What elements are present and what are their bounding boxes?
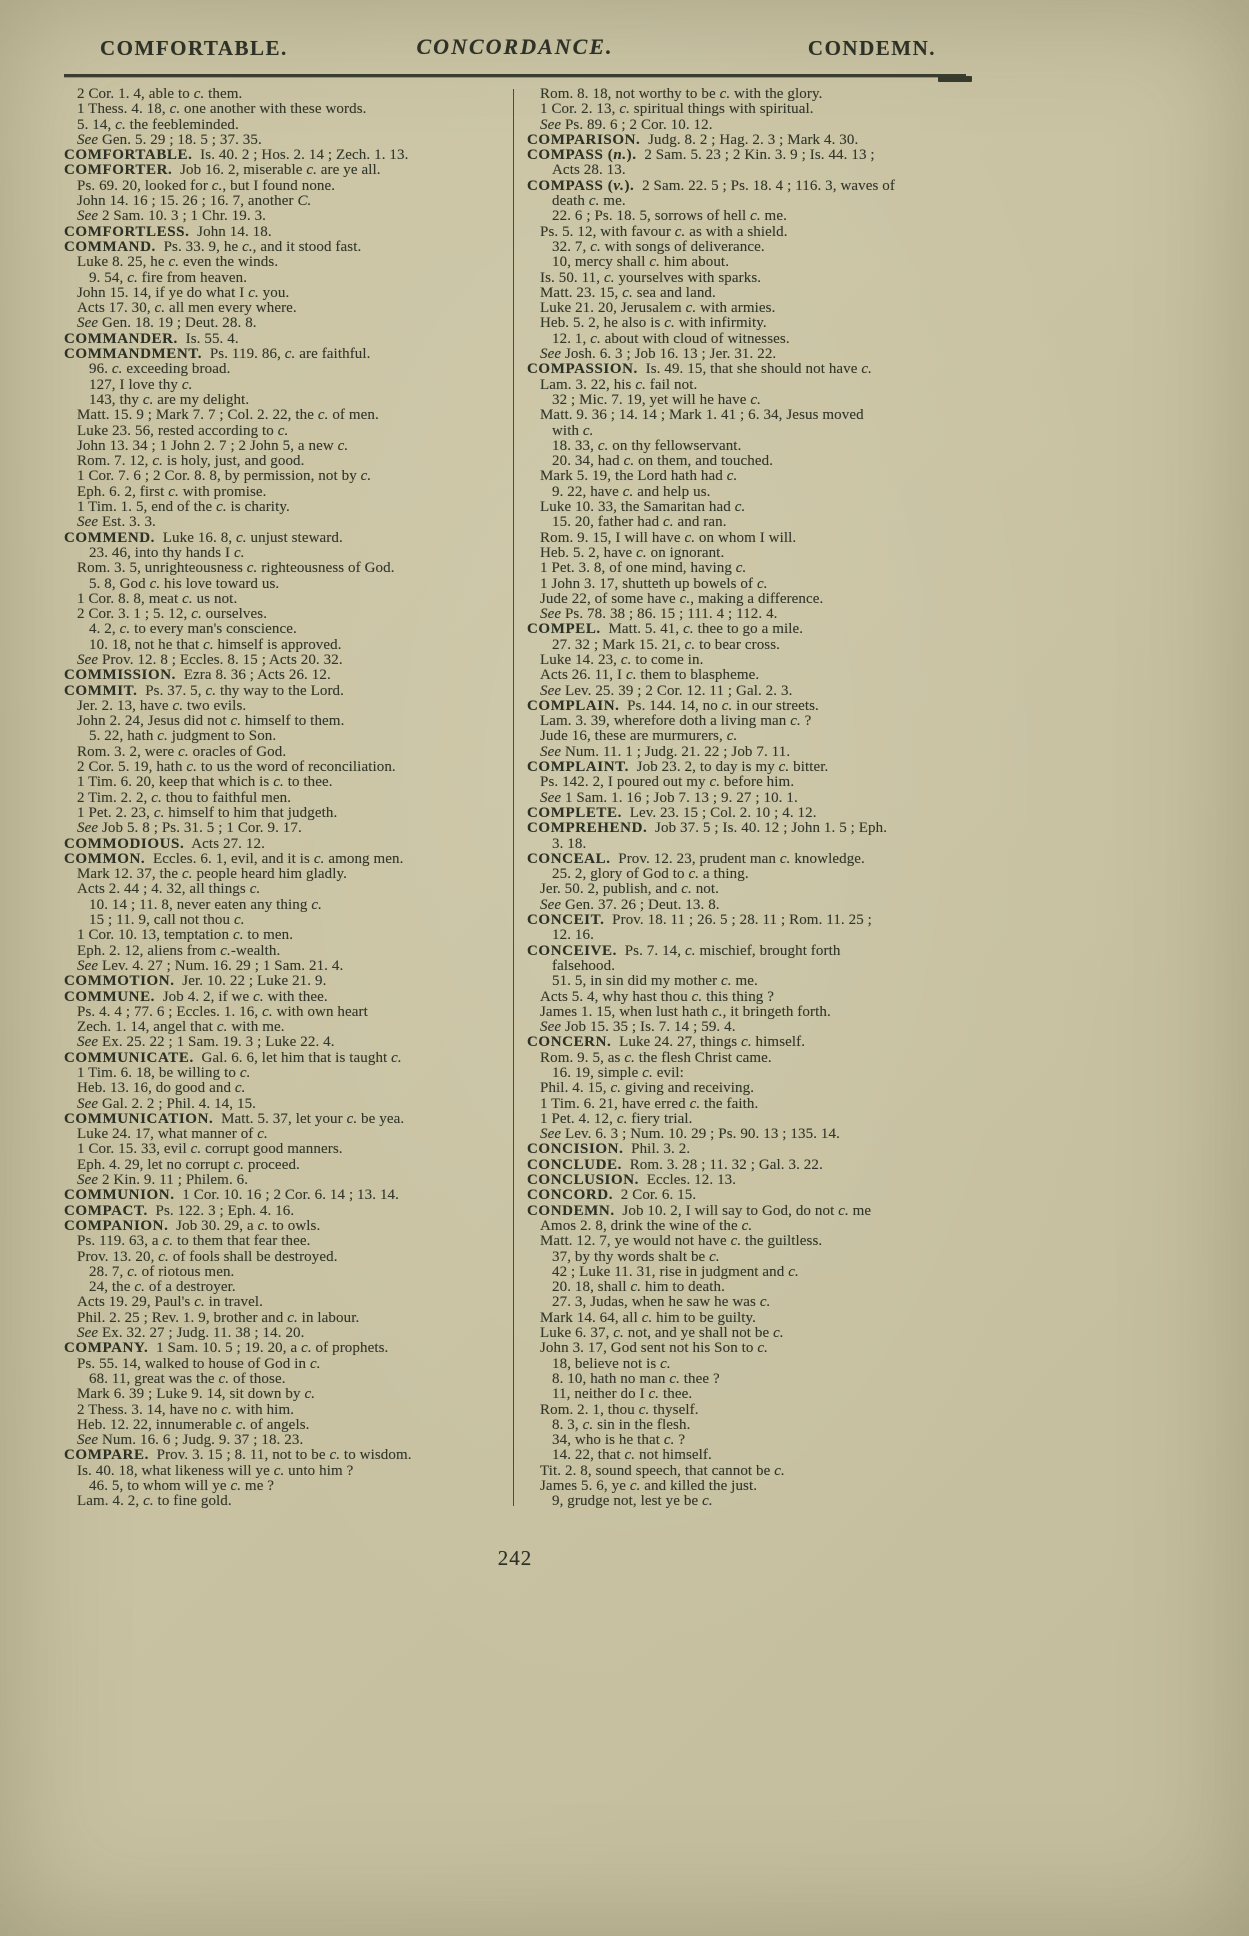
see-label: See (540, 116, 562, 133)
entry-headword-line: COMPLETE. Lev. 23. 15 ; Col. 2. 10 ; 4. 12. (527, 804, 817, 821)
reference-line: Rom. 3. 2, were c. oracles of God. (77, 743, 287, 760)
entry-headword: COMMUNION. (64, 1187, 175, 1204)
entry-headword-line: COMPANION. Job 30. 29, a c. to owls. (64, 1217, 321, 1234)
entry-headword: COMPLETE. (527, 804, 622, 821)
see-reference-line: See Ex. 25. 22 ; 1 Sam. 19. 3 ; Luke 22. 4. (77, 1034, 335, 1051)
reference-line: 1 Thess. 4. 18, c. one another with these words. (77, 101, 367, 118)
reference-line: Heb. 12. 22, innumerable c. of angels. (77, 1416, 310, 1433)
reference-line: Luke 24. 17, what manner of c. (77, 1126, 268, 1143)
see-reference-line: See 2 Sam. 10. 3 ; 1 Chr. 19. 3. (77, 208, 267, 225)
entry-headword: COMMUNICATE. (64, 1049, 194, 1066)
reference-line: 34, who is he that c. ? (552, 1432, 686, 1449)
see-reference-line: See 2 Kin. 9. 11 ; Philem. 6. (77, 1172, 249, 1189)
reference-line: 10. 14 ; 11. 8, never eaten any thing c. (89, 896, 322, 913)
entry-headword-line: COMMUNICATE. Gal. 6. 6, let him that is taught c. (64, 1049, 402, 1066)
reference-line: 16. 19, simple c. evil: (552, 1065, 684, 1081)
entry-headword: COMMUNICATION. (64, 1110, 214, 1127)
reference-line: Acts 26. 11, I c. them to blaspheme. (540, 667, 760, 684)
see-reference-line: See Job 5. 8 ; Ps. 31. 5 ; 1 Cor. 9. 17. (77, 820, 302, 837)
reference-line: Mark 14. 64, all c. him to be guilty. (540, 1309, 757, 1326)
entry-headword: COMMIT. (64, 682, 138, 699)
see-reference-line: See Lev. 6. 3 ; Num. 10. 29 ; Ps. 90. 13 ; 135. 14. (540, 1126, 840, 1143)
text-block (64, 34, 966, 1571)
header-rule (64, 74, 966, 77)
two-column-text (64, 87, 966, 1510)
reference-line: James 1. 15, when lust hath c., it bringeth forth. (540, 1003, 831, 1020)
entry-headword-line: COMFORTLESS. John 14. 18. (64, 223, 272, 240)
reference-line: 1 Pet. 4. 12, c. fiery trial. (540, 1110, 693, 1127)
reference-line: 127, I love thy c. (89, 376, 193, 393)
entry-headword-line: COMMUNICATION. Matt. 5. 37, let your c. be yea. (64, 1110, 405, 1127)
reference-line: Lam. 3. 39, wherefore doth a living man c. ? (540, 713, 812, 730)
reference-line: John 13. 34 ; 1 John 2. 7 ; 2 John 5, a new c. (77, 437, 349, 454)
reference-line: Prov. 13. 20, c. of fools shall be destroyed. (77, 1248, 338, 1265)
reference-line: 9. 22, have c. and help us. (552, 483, 711, 500)
see-label: See (77, 1432, 99, 1449)
entry-headword: COMMUNE. (64, 988, 156, 1005)
page-number: 242 (497, 1545, 533, 1570)
see-label: See (77, 131, 99, 148)
reference-line: Phil. 2. 25 ; Rev. 1. 9, brother and c. in labour. (77, 1309, 360, 1326)
reference-line: Rom. 9. 15, I will have c. on whom I will. (540, 529, 797, 546)
entry-headword: COMPLAIN. (527, 697, 620, 714)
reference-line: Acts 5. 4, why hast thou c. this thing ? (540, 988, 774, 1005)
reference-line: 18. 33, c. on thy fellowservant. (552, 437, 742, 454)
reference-line: Ps. 69. 20, looked for c., but I found none. (77, 177, 336, 194)
reference-line: 23. 46, into thy hands I c. (89, 544, 245, 561)
see-reference-line: See Lev. 4. 27 ; Num. 16. 29 ; 1 Sam. 21. 4. (77, 957, 344, 974)
see-label: See (540, 682, 562, 699)
reference-line: Luke 21. 20, Jerusalem c. with armies. (540, 300, 776, 317)
reference-line: Matt. 12. 7, ye would not have c. the guiltless. (540, 1233, 823, 1250)
see-reference-line: See Est. 3. 3. (77, 514, 156, 531)
entry-headword: CONCEIVE. (527, 942, 617, 959)
entry-headword-line: COMPARE. Prov. 3. 15 ; 8. 11, not to be c. to wisdom. (64, 1447, 412, 1464)
see-label: See (540, 789, 562, 806)
reference-line: Eph. 2. 12, aliens from c.-wealth. (77, 942, 281, 959)
entry-headword-line: COMMUNION. 1 Cor. 10. 16 ; 2 Cor. 6. 14 ; 13. 14. (64, 1187, 400, 1204)
entry-headword-line: CONCEIVE. Ps. 7. 14, c. mischief, brought forth (527, 942, 841, 959)
reference-line: 37, by thy words shalt be c. (552, 1248, 720, 1265)
reference-line: 32. 7, c. with songs of deliverance. (552, 238, 765, 255)
entry-headword: COMMAND. (64, 238, 156, 255)
see-label: See (540, 346, 562, 363)
reference-line: Ps. 5. 12, with favour c. as with a shield. (540, 223, 788, 240)
reference-line: 1 Cor. 8. 8, meat c. us not. (77, 590, 238, 607)
reference-line: Rom. 3. 5, unrighteousness c. righteousness of God. (77, 560, 395, 577)
see-label: See (77, 1034, 99, 1051)
see-reference-line: See Job 15. 35 ; Is. 7. 14 ; 59. 4. (540, 1019, 736, 1036)
reference-line: Luke 10. 33, the Samaritan had c. (540, 499, 746, 516)
reference-line: 2 Thess. 3. 14, have no c. with him. (77, 1401, 295, 1418)
see-reference-line: See Gen. 18. 19 ; Deut. 28. 8. (77, 315, 257, 332)
reference-line: Is. 50. 11, c. yourselves with sparks. (540, 269, 762, 286)
entry-headword: CONCLUDE. (527, 1156, 622, 1173)
reference-line: 27. 3, Judas, when he saw he was c. (552, 1294, 771, 1311)
entry-headword: COMPACT. (64, 1202, 148, 1219)
reference-line: Ps. 142. 2, I poured out my c. before him. (540, 774, 795, 791)
reference-line: Matt. 23. 15, c. sea and land. (540, 284, 716, 301)
reference-line: 10, mercy shall c. him about. (552, 254, 730, 271)
reference-line: 4. 2, c. to every man's conscience. (89, 621, 297, 638)
reference-line: Rom. 7. 12, c. is holy, just, and good. (77, 453, 305, 470)
reference-line: 2 Cor. 3. 1 ; 5. 12, c. ourselves. (77, 606, 268, 623)
reference-line: 68. 11, great was the c. of those. (89, 1370, 286, 1387)
reference-line: Rom. 9. 5, as c. the flesh Christ came. (540, 1049, 772, 1066)
see-reference-line: See Ex. 32. 27 ; Judg. 11. 38 ; 14. 20. (77, 1325, 305, 1342)
reference-line: 32 ; Mic. 7. 19, yet will he have c. (552, 391, 761, 408)
entry-headword: COMMISSION. (64, 667, 177, 684)
reference-line: 11, neither do I c. thee. (552, 1386, 693, 1403)
reference-line: Mark 12. 37, the c. people heard him gladly. (77, 866, 348, 883)
reference-line: 22. 6 ; Ps. 18. 5, sorrows of hell c. me. (552, 208, 787, 225)
entry-headword: COMMANDMENT. (64, 346, 203, 363)
running-head-right-title: CONDEMN. (807, 36, 936, 60)
reference-line: 5. 22, hath c. judgment to Son. (89, 728, 277, 745)
reference-line: 8. 10, hath no man c. thee ? (552, 1370, 720, 1387)
reference-line: Luke 6. 37, c. not, and ye shall not be c. (540, 1325, 784, 1342)
entry-headword-line: COMMON. Eccles. 6. 1, evil, and it is c. among men. (64, 850, 404, 867)
reference-line: Luke 14. 23, c. to come in. (540, 651, 704, 668)
reference-line: Acts 19. 29, Paul's c. in travel. (77, 1294, 263, 1311)
reference-line: Eph. 4. 29, let no corrupt c. proceed. (77, 1156, 300, 1173)
reference-line: Phil. 4. 15, c. giving and receiving. (540, 1080, 755, 1097)
reference-line: 1 Tim. 6. 21, have erred c. the faith. (540, 1095, 759, 1112)
reference-line: Eph. 6. 2, first c. with promise. (77, 483, 267, 500)
entry-headword-line: CONDEMN. Job 10. 2, I will say to God, do not c. me (527, 1202, 872, 1219)
entry-headword: COMPARISON. (527, 131, 641, 148)
entry-headword: COMFORTLESS. (64, 223, 190, 240)
reference-line: 15. 20, father had c. and ran. (552, 514, 727, 531)
reference-line: Jude 22, of some have c., making a difference. (540, 590, 824, 607)
reference-line: 1 Tim. 6. 18, be willing to c. (77, 1065, 251, 1081)
see-reference-line: See Ps. 78. 38 ; 86. 15 ; 111. 4 ; 112. 4. (540, 606, 778, 623)
reference-line: Ps. 4. 4 ; 77. 6 ; Eccles. 1. 16, c. with own heart (77, 1003, 368, 1020)
entry-headword-line: COMPARISON. Judg. 8. 2 ; Hag. 2. 3 ; Mark 4. 30. (527, 131, 859, 148)
reference-line: 143, thy c. are my delight. (89, 391, 250, 408)
reference-line: 1 John 3. 17, shutteth up bowels of c. (540, 575, 768, 592)
reference-line: Ps. 55. 14, walked to house of God in c. (77, 1355, 321, 1372)
reference-line: Luke 8. 25, he c. even the winds. (77, 254, 279, 271)
entry-headword: COMPLAINT. (527, 759, 629, 776)
see-reference-line: See Gal. 2. 2 ; Phil. 4. 14, 15. (77, 1095, 257, 1112)
entry-headword-line: COMPASS (n.). 2 Sam. 5. 23 ; 2 Kin. 3. 9 ; Is. 44. 13 ; (527, 147, 875, 164)
reference-line: Matt. 15. 9 ; Mark 7. 7 ; Col. 2. 22, the c. of men. (77, 407, 379, 424)
entry-headword-line: COMMISSION. Ezra 8. 36 ; Acts 26. 12. (64, 667, 331, 684)
entry-headword-line: CONCORD. 2 Cor. 6. 15. (527, 1187, 697, 1204)
entry-headword-line: CONCEAL. Prov. 12. 23, prudent man c. knowledge. (527, 850, 865, 867)
entry-headword-line: COMFORTABLE. Is. 40. 2 ; Hos. 2. 14 ; Zech. 1. 13. (64, 147, 409, 164)
reference-line: 1 Pet. 3. 8, of one mind, having c. (540, 560, 747, 577)
running-head (64, 34, 966, 68)
entry-headword: CONCEIT. (527, 912, 605, 929)
right-column (514, 87, 979, 1510)
reference-line: John 14. 16 ; 15. 26 ; 16. 7, another C. (77, 193, 312, 210)
see-label: See (540, 1126, 562, 1143)
reference-line: 1 Cor. 15. 33, evil c. corrupt good manners. (77, 1141, 343, 1158)
reference-line: Is. 40. 18, what likeness will ye c. unto him ? (77, 1462, 354, 1479)
entry-headword: CONCORD. (527, 1187, 614, 1204)
reference-line: 9. 54, c. fire from heaven. (89, 269, 248, 286)
see-reference-line: See Lev. 25. 39 ; 2 Cor. 12. 11 ; Gal. 2. 3. (540, 682, 793, 699)
entry-headword-line: COMMANDMENT. Ps. 119. 86, c. are faithful. (64, 346, 371, 363)
reference-line: 12. 16. (552, 927, 594, 944)
entry-headword: CONCERN. (527, 1034, 612, 1051)
entry-headword: COMPANION. (64, 1217, 169, 1234)
reference-line: 1 Cor. 10. 13, temptation c. to men. (77, 927, 294, 944)
reference-line: 96. c. exceeding broad. (89, 361, 231, 378)
entry-headword-line: COMPASSION. Is. 49. 15, that she should not have c. (527, 361, 872, 378)
reference-line: John 3. 17, God sent not his Son to c. (540, 1340, 768, 1357)
entry-headword-line: COMPLAINT. Job 23. 2, to day is my c. bitter. (527, 759, 829, 776)
see-reference-line: See Num. 11. 1 ; Judg. 21. 22 ; Job 7. 11. (540, 743, 791, 760)
see-reference-line: See Gen. 5. 29 ; 18. 5 ; 37. 35. (77, 131, 262, 148)
entry-headword-line: CONCERN. Luke 24. 27, things c. himself. (527, 1034, 806, 1051)
reference-line: 25. 2, glory of God to c. a thing. (552, 866, 749, 883)
reference-line: Heb. 13. 16, do good and c. (77, 1080, 246, 1097)
reference-line: James 5. 6, ye c. and killed the just. (540, 1478, 758, 1495)
reference-line: Mark 6. 39 ; Luke 9. 14, sit down by c. (77, 1386, 316, 1403)
header-rule-mark (938, 76, 972, 82)
see-label: See (77, 514, 99, 531)
entry-headword-line: CONCISION. Phil. 3. 2. (527, 1141, 691, 1158)
see-label: See (77, 957, 99, 974)
entry-headword-line: CONCLUSION. Eccles. 12. 13. (527, 1172, 737, 1189)
reference-line: 20. 18, shall c. him to death. (552, 1279, 725, 1296)
see-label: See (77, 1325, 99, 1342)
see-reference-line: See Josh. 6. 3 ; Job 16. 13 ; Jer. 31. 22. (540, 346, 777, 363)
see-label: See (540, 1019, 562, 1036)
reference-line: Jer. 2. 13, have c. two evils. (77, 697, 247, 714)
reference-line: Jer. 50. 2, publish, and c. not. (540, 881, 720, 898)
reference-line: Luke 23. 56, rested according to c. (77, 422, 289, 439)
entry-headword-line: CONCLUDE. Rom. 3. 28 ; 11. 32 ; Gal. 3. 22. (527, 1156, 823, 1173)
reference-line: 27. 32 ; Mark 15. 21, c. to bear cross. (552, 636, 781, 653)
see-reference-line: See Prov. 12. 8 ; Eccles. 8. 15 ; Acts 20. 32. (77, 651, 343, 668)
entry-headword: COMPASS (v.). (527, 177, 635, 194)
reference-line: Amos 2. 8, drink the wine of the c. (540, 1217, 753, 1234)
entry-headword: CONDEMN. (527, 1202, 615, 1219)
entry-headword-line: COMPASS (v.). 2 Sam. 22. 5 ; Ps. 18. 4 ; 116. 3, waves of (527, 177, 895, 194)
reference-line: 2 Cor. 1. 4, able to c. them. (77, 86, 243, 102)
reference-line: John 15. 14, if ye do what I c. you. (77, 284, 290, 301)
reference-line: Matt. 9. 36 ; 14. 14 ; Mark 1. 41 ; 6. 34, Jesus moved (540, 407, 864, 424)
reference-line: 12. 1, c. about with cloud of witnesses. (552, 330, 790, 347)
see-label: See (77, 820, 99, 837)
reference-line: Acts 28. 13. (552, 162, 626, 179)
reference-line: 14. 22, that c. not himself. (552, 1447, 712, 1464)
entry-headword: COMFORTER. (64, 162, 173, 179)
reference-line: Jude 16, these are murmurers, c. (540, 728, 738, 745)
entry-headword-line: COMPEL. Matt. 5. 41, c. thee to go a mile. (527, 621, 804, 638)
reference-line: Zech. 1. 14, angel that c. with me. (77, 1019, 285, 1036)
reference-line: falsehood. (552, 957, 616, 974)
entry-headword-line: COMPACT. Ps. 122. 3 ; Eph. 4. 16. (64, 1202, 295, 1219)
see-label: See (77, 208, 99, 225)
entry-headword: CONCISION. (527, 1141, 624, 1158)
reference-line: Acts 17. 30, c. all men every where. (77, 300, 297, 317)
reference-line: Mark 5. 19, the Lord hath had c. (540, 468, 738, 485)
entry-headword-line: CONCEIT. Prov. 18. 11 ; 26. 5 ; 28. 11 ; Rom. 11. 25 ; (527, 912, 872, 929)
entry-headword-line: COMMAND. Ps. 33. 9, he c., and it stood fast. (64, 238, 362, 255)
entry-headword: COMMANDER. (64, 330, 178, 347)
see-label: See (77, 651, 99, 668)
entry-headword: COMPARE. (64, 1447, 149, 1464)
reference-line: 5. 8, God c. his love toward us. (89, 575, 280, 592)
entry-headword-line: COMPANY. 1 Sam. 10. 5 ; 19. 20, a c. of prophets. (64, 1340, 389, 1357)
entry-headword: CONCLUSION. (527, 1172, 640, 1189)
reference-line: 15 ; 11. 9, call not thou c. (89, 912, 245, 929)
see-label: See (77, 315, 99, 332)
reference-line: 2 Tim. 2. 2, c. thou to faithful men. (77, 789, 292, 806)
entry-headword: COMMON. (64, 850, 146, 867)
entry-headword: COMMEND. (64, 529, 156, 546)
entry-headword-line: COMMOTION. Jer. 10. 22 ; Luke 21. 9. (64, 973, 327, 990)
running-head-left-title: COMFORTABLE. (100, 36, 288, 60)
entry-headword: COMFORTABLE. (64, 147, 193, 164)
entry-headword-line: COMPREHEND. Job 37. 5 ; Is. 40. 12 ; John 1. 5 ; Eph. (527, 820, 888, 837)
reference-line: 10. 18, not he that c. himself is approved. (89, 636, 342, 653)
reference-line: 1 Cor. 7. 6 ; 2 Cor. 8. 8, by permission, not by c. (77, 468, 372, 485)
entry-headword: COMPASS (n.). (527, 147, 637, 164)
reference-line: Tit. 2. 8, sound speech, that cannot be c. (540, 1462, 785, 1479)
entry-headword-line: COMPLAIN. Ps. 144. 14, no c. in our streets. (527, 697, 819, 714)
reference-line: 1 Tim. 1. 5, end of the c. is charity. (77, 499, 290, 516)
reference-line: 51. 5, in sin did my mother c. me. (552, 973, 758, 990)
entry-headword-line: COMFORTER. Job 16. 2, miserable c. are ye all. (64, 162, 381, 179)
see-label: See (77, 1095, 99, 1112)
reference-line: 20. 34, had c. on them, and touched. (552, 453, 774, 470)
reference-line: Lam. 4. 2, c. to fine gold. (77, 1493, 232, 1510)
reference-line: Ps. 119. 63, a c. to them that fear thee. (77, 1233, 311, 1250)
reference-line: 2 Cor. 5. 19, hath c. to us the word of reconciliation. (77, 759, 396, 776)
running-head-center-title: CONCORDANCE. (416, 34, 614, 59)
see-label: See (77, 1172, 99, 1189)
reference-line: Rom. 2. 1, thou c. thyself. (540, 1401, 699, 1418)
reference-line: 46. 5, to whom will ye c. me ? (89, 1478, 275, 1495)
see-label: See (540, 743, 562, 760)
reference-line: death c. me. (552, 193, 626, 210)
reference-line: 1 Cor. 2. 13, c. spiritual things with spiritual. (540, 101, 814, 118)
reference-line: 28. 7, c. of riotous men. (89, 1263, 235, 1280)
entry-headword: CONCEAL. (527, 850, 611, 867)
reference-line: John 2. 24, Jesus did not c. himself to them. (77, 713, 345, 730)
entry-headword-line: COMMIT. Ps. 37. 5, c. thy way to the Lord. (64, 682, 345, 699)
entry-headword: COMPEL. (527, 621, 601, 638)
reference-line: Acts 2. 44 ; 4. 32, all things c. (77, 881, 261, 898)
entry-headword: COMMODIOUS. (64, 835, 185, 852)
reference-line: Heb. 5. 2, have c. on ignorant. (540, 544, 725, 561)
see-reference-line: See Ps. 89. 6 ; 2 Cor. 10. 12. (540, 116, 713, 133)
reference-line: Lam. 3. 22, his c. fail not. (540, 376, 698, 393)
reference-line: Rom. 8. 18, not worthy to be c. with the glory. (540, 86, 823, 102)
entry-headword: COMPANY. (64, 1340, 149, 1357)
entry-headword-line: COMMODIOUS. Acts 27. 12. (64, 835, 265, 852)
reference-line: Heb. 5. 2, he also is c. with infirmity. (540, 315, 767, 332)
reference-line: 1 Pet. 2. 23, c. himself to him that judgeth. (77, 804, 338, 821)
reference-line: 42 ; Luke 11. 31, rise in judgment and c. (552, 1263, 799, 1280)
see-reference-line: See Num. 16. 6 ; Judg. 9. 37 ; 18. 23. (77, 1432, 304, 1449)
entry-headword: COMPREHEND. (527, 820, 648, 837)
reference-line: 8. 3, c. sin in the flesh. (552, 1416, 691, 1433)
reference-line: 3. 18. (552, 835, 587, 852)
see-reference-line: See Gen. 37. 26 ; Deut. 13. 8. (540, 896, 720, 913)
entry-headword-line: COMMUNE. Job 4. 2, if we c. with thee. (64, 988, 328, 1005)
entry-headword: COMPASSION. (527, 361, 638, 378)
left-column (64, 87, 513, 1510)
entry-headword-line: COMMEND. Luke 16. 8, c. unjust steward. (64, 529, 343, 546)
entry-headword-line: COMMANDER. Is. 55. 4. (64, 330, 239, 347)
reference-line: 5. 14, c. the feebleminded. (77, 116, 239, 133)
reference-line: 24, the c. of a destroyer. (89, 1279, 236, 1296)
reference-line: 18, believe not is c. (552, 1355, 671, 1372)
see-reference-line: See 1 Sam. 1. 16 ; Job 7. 13 ; 9. 27 ; 10. 1. (540, 789, 798, 806)
reference-line: 9, grudge not, lest ye be c. (552, 1493, 713, 1510)
reference-line: with c. (552, 422, 594, 439)
see-label: See (540, 896, 562, 913)
entry-headword: COMMOTION. (64, 973, 175, 990)
see-label: See (540, 606, 562, 623)
reference-line: 1 Tim. 6. 20, keep that which is c. to thee. (77, 774, 333, 791)
